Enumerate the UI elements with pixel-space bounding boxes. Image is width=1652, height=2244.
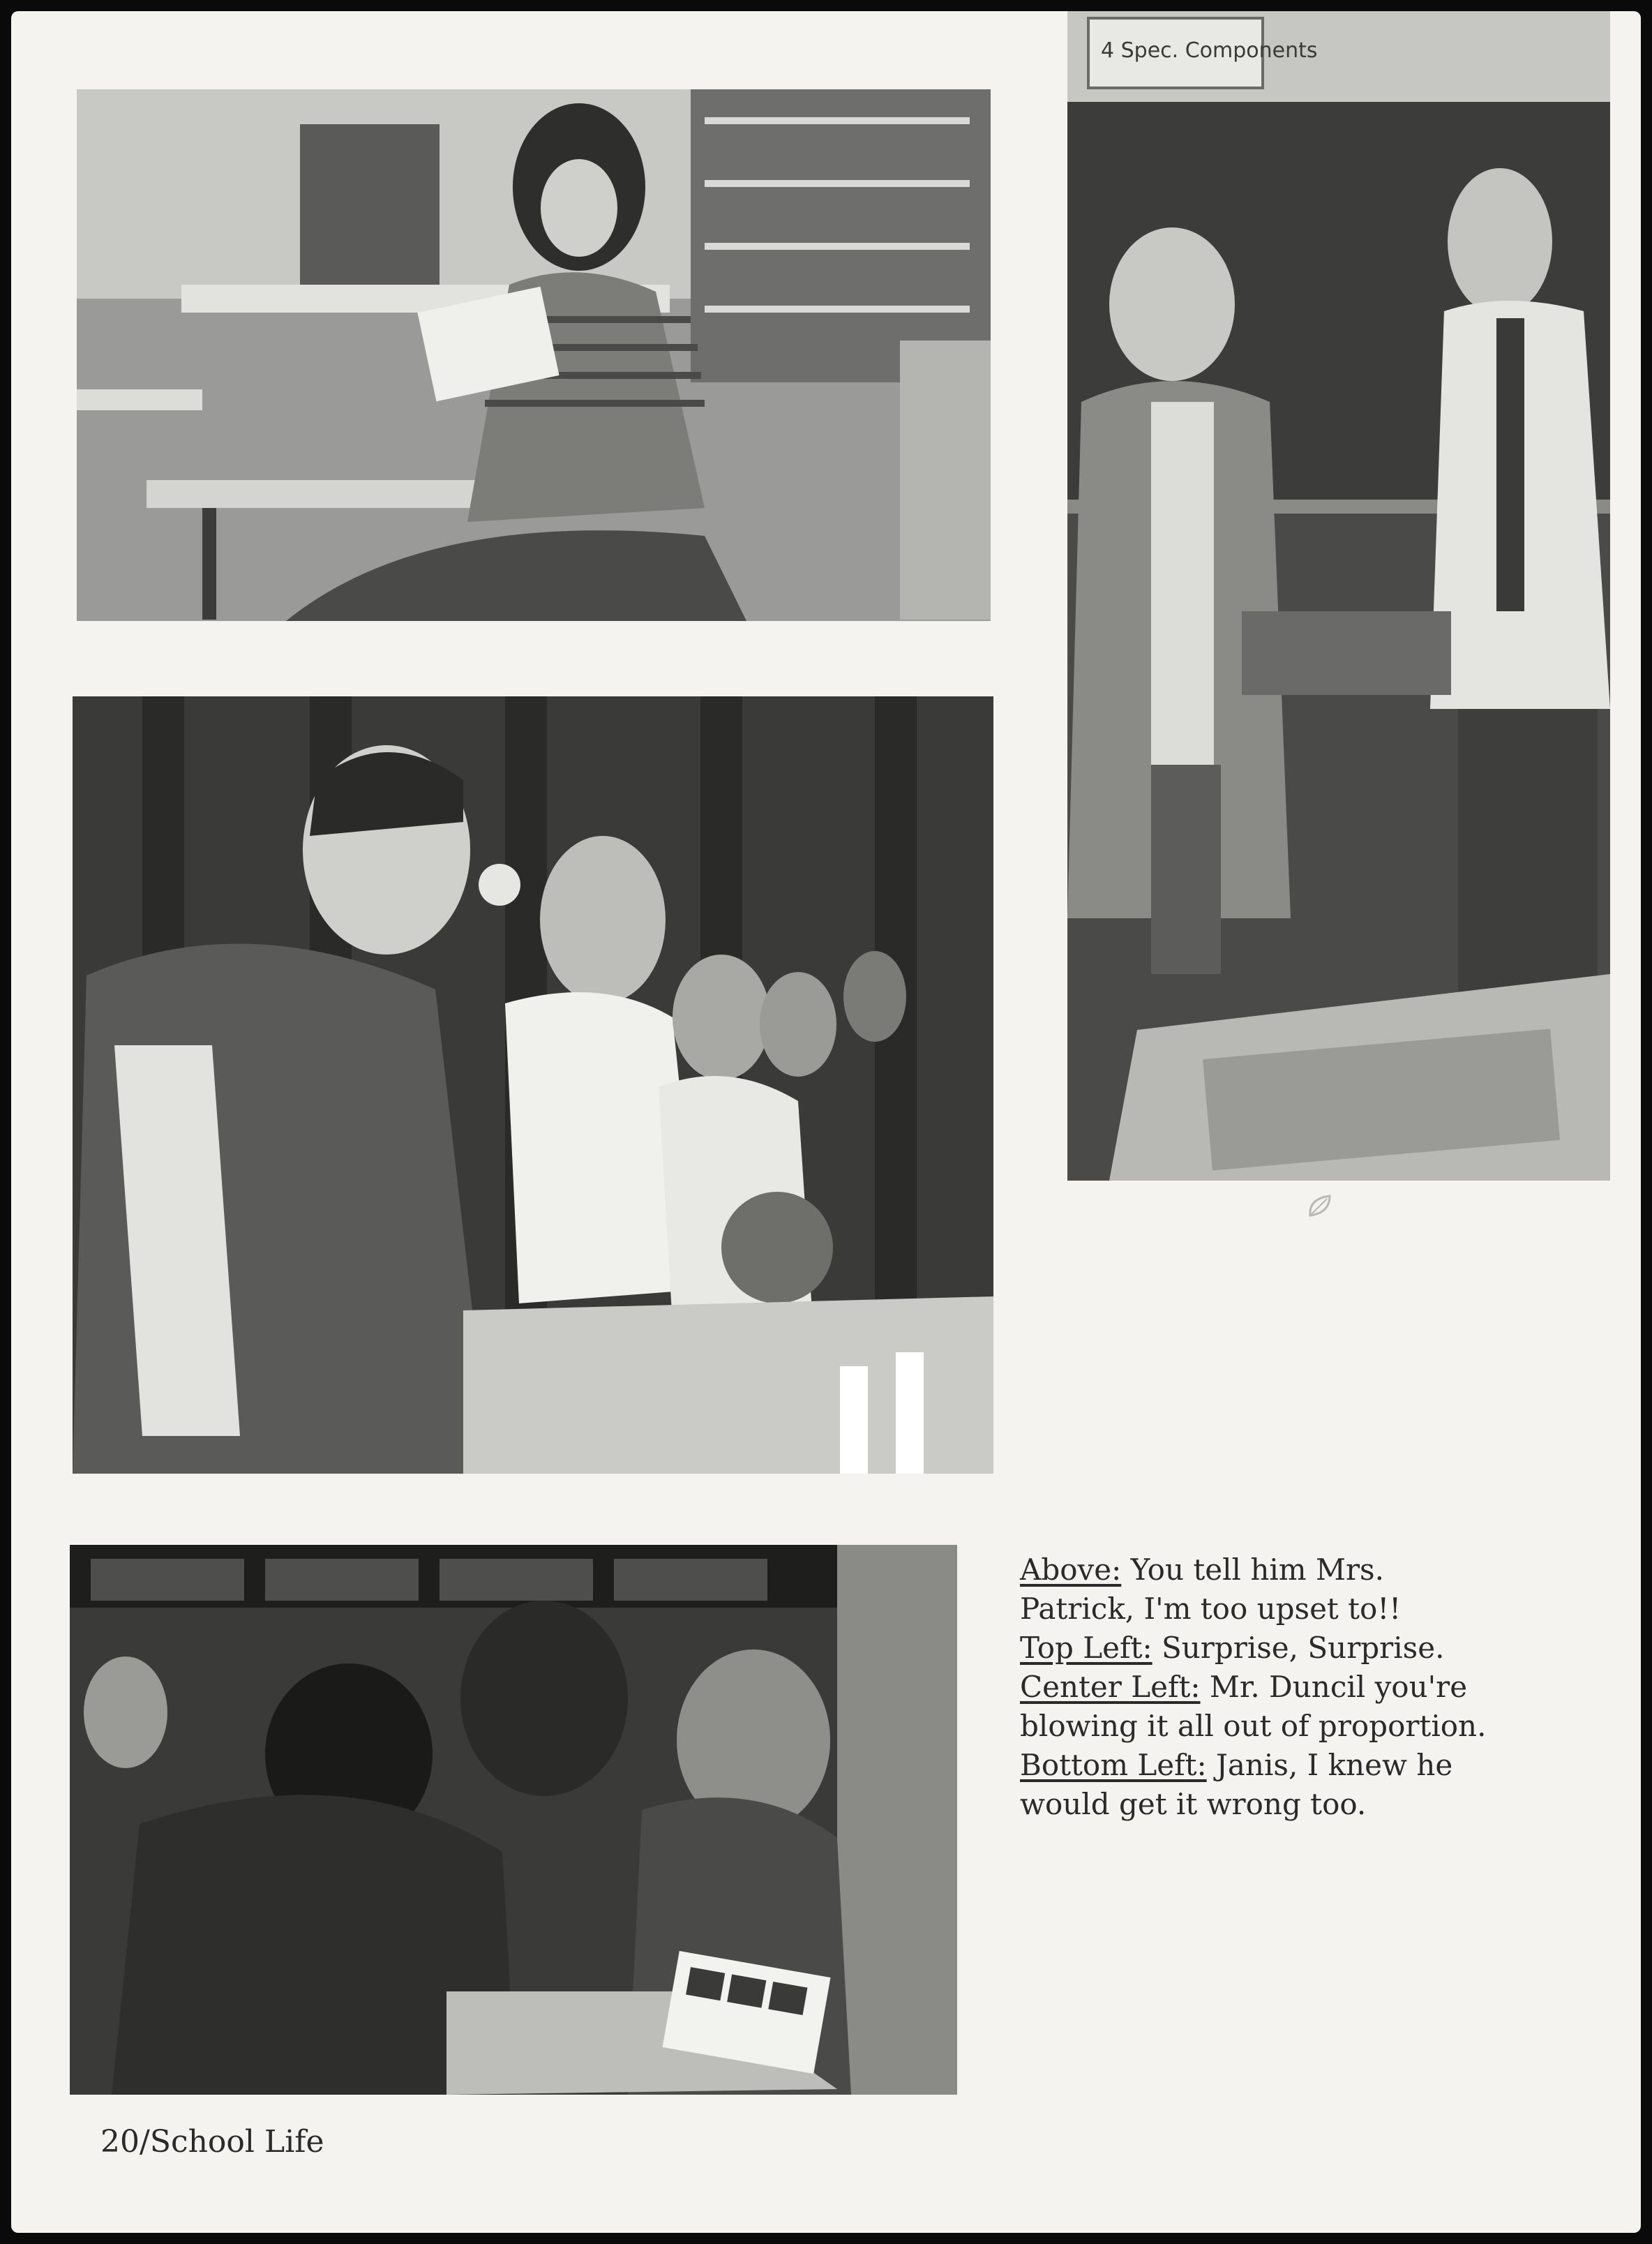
caption-line [1020, 1785, 1634, 1824]
board-sign-text: 4 Spec. Components [1101, 38, 1318, 63]
caption-line [1020, 1707, 1634, 1746]
page-folio: 20/School Life [100, 2124, 324, 2160]
caption-line [1020, 1550, 1634, 1590]
caption-text: would get it wrong too. [1020, 1787, 1367, 1821]
photo-bottom-left [70, 1545, 957, 2095]
photo-captions [1020, 1550, 1634, 1824]
photo-top-left [77, 89, 991, 621]
caption-line [1020, 1668, 1634, 1707]
caption-line [1020, 1590, 1634, 1629]
caption-text: You tell him Mrs. [1121, 1553, 1384, 1587]
caption-label: Top Left: [1020, 1631, 1152, 1665]
caption-label: Above: [1020, 1553, 1122, 1587]
caption-text: Mr. Duncil you're [1200, 1670, 1468, 1704]
caption-line [1020, 1746, 1634, 1785]
photo-center-left [73, 696, 993, 1474]
caption-line [1020, 1629, 1634, 1668]
caption-label: Center Left: [1020, 1670, 1201, 1704]
caption-text: Janis, I knew he [1206, 1748, 1453, 1782]
caption-text: Patrick, I'm too upset to!! [1020, 1592, 1402, 1626]
photo-above [1067, 11, 1610, 1181]
caption-text: Surprise, Surprise. [1152, 1631, 1445, 1665]
leaf-ornament-icon [1306, 1192, 1334, 1220]
caption-label: Bottom Left: [1020, 1748, 1207, 1782]
caption-text: blowing it all out of proportion. [1020, 1709, 1487, 1743]
yearbook-page [11, 11, 1641, 2233]
